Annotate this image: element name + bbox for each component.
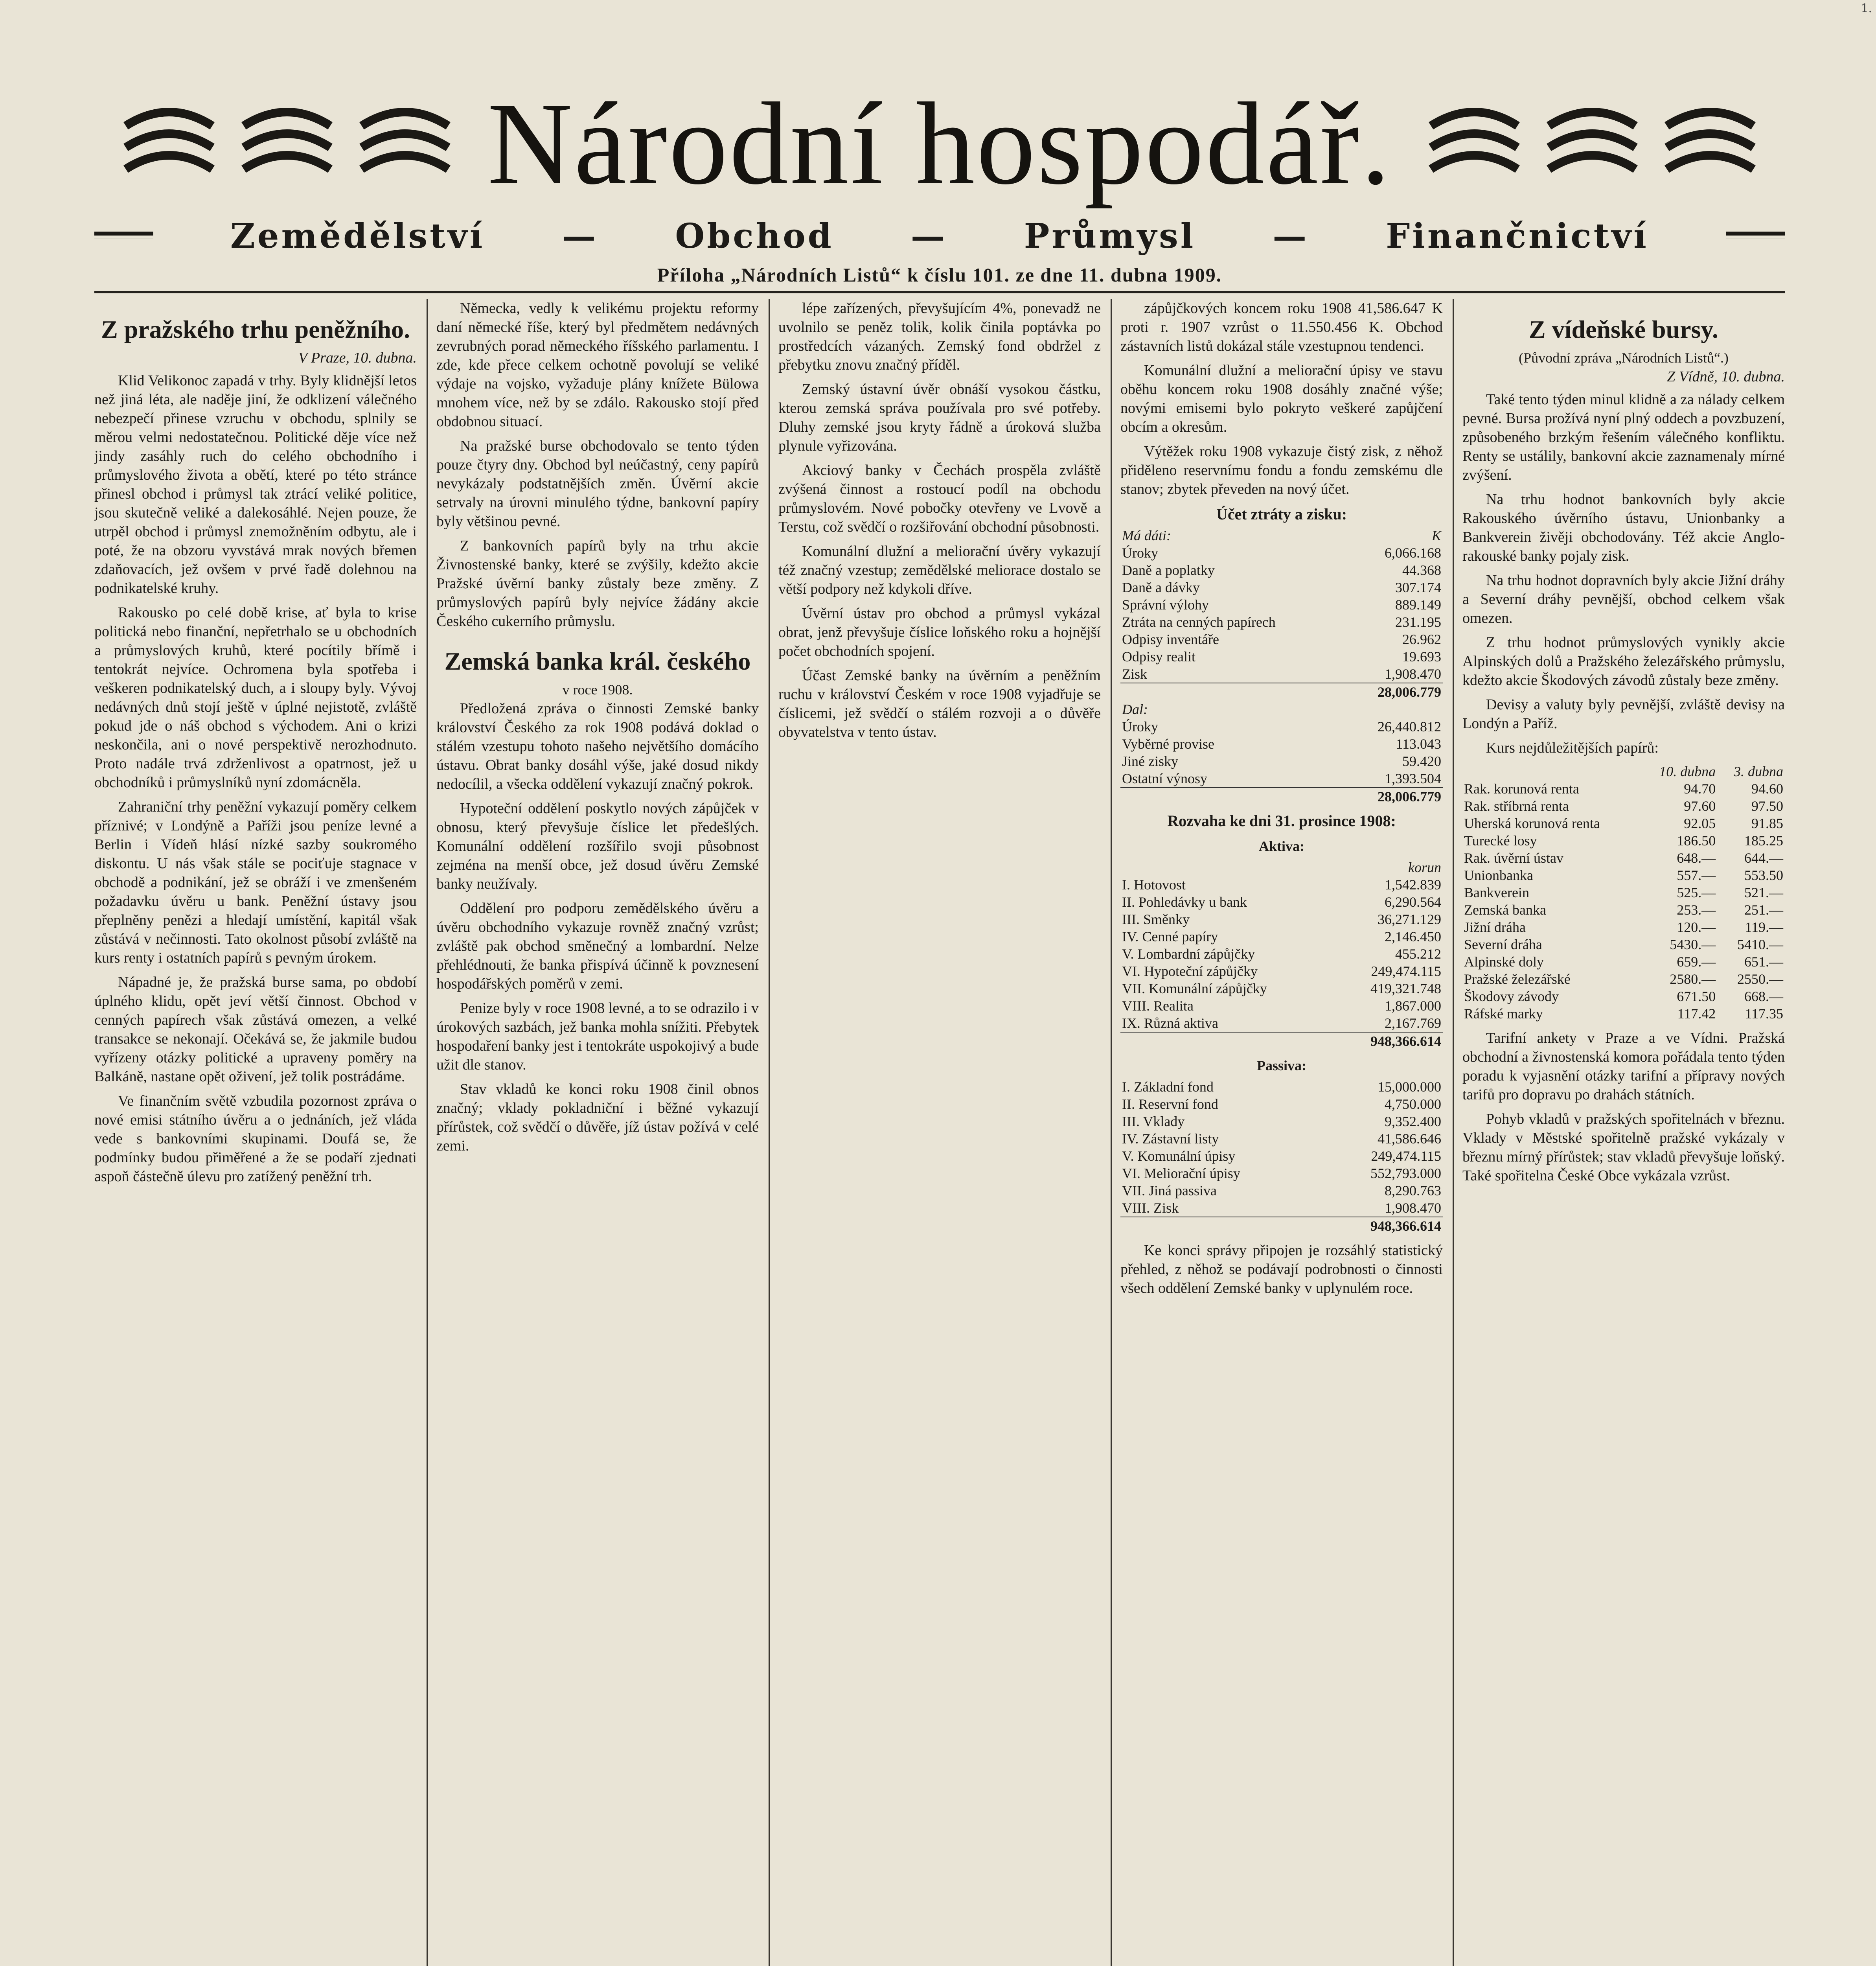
paragraph: Na trhu hodnot bankovních byly akcie Rakouského úvěrního ústavu, Unionbanky a Bankverein živěji obchodovány. Též akcie Anglo-rakouské banky pojaly zisk. [1462,491,1785,564]
table-row [1120,596,1443,613]
row-label: VIII. Realita [1122,998,1194,1014]
row-label: Rak. korunová renta [1464,781,1579,797]
row-value: 231.195 [1395,614,1441,630]
row-label: Jiné zisky [1122,753,1178,769]
row-value: 117.35 [1745,1006,1783,1022]
table-row [1120,928,1443,945]
row-label: VII. Jiná passiva [1122,1183,1217,1198]
masthead-rule [94,291,1785,293]
row-value: 59.420 [1402,753,1441,769]
column-divider [427,299,428,1966]
row-value: 15,000.000 [1378,1079,1441,1095]
table-row [1462,797,1785,815]
row-value: 253.— [1677,902,1716,918]
balance-heading: Rozvaha ke dni 31. prosince 1908: [1167,812,1396,830]
row-value: 659.— [1677,954,1716,970]
title-row [94,75,1785,216]
row-label: Ráfské marky [1464,1006,1543,1022]
paragraph: Akciový banky v Čechách prospěla zvláště zvýšená činnost a rostoucí podíl na obchodu průmyslovém. Nové pobočky otevřeny ve Lvově a Terstu, což svědčí o rozšiřování obchodní působnosti. [778,462,1101,535]
column-3 [778,299,1101,1966]
paragraph: Zahraniční trhy peněžní vykazují poměry celkem příznivé; v Londýně a Paříži jsou peníze levné a Berlin i Vídeň hlásí nízké sazby soukromého diskontu. U nás však stále se pociťuje stagnace v obchodě a podnikání, jež se obráží i ve zmenšeném požadavku úvěru u bank. Peněžní ústavy jsou přeplněny penězi a hledají umístění, kapitál však zůstává v nečinnosti. Tato okolnost působí zvláště na kurs renty i ostatních papírů s pevným úrokem. [94,799,417,966]
article-subline: v roce 1908. [562,682,633,698]
row-value: 8,290.763 [1385,1183,1441,1198]
paragraph: Devisy a valuty byly pevnější, zvláště devisy na Londýn a Paříž. [1462,696,1785,732]
article-source: (Původní zpráva „Národních Listů“.) [1519,350,1729,366]
table-row [1120,945,1443,963]
row-label: I. Základní fond [1122,1079,1214,1095]
paragraph: Kurs nejdůležitějších papírů: [1486,740,1659,756]
paragraph: Německa, vedly k velikému projektu reformy daní německé říše, který byl předmětem nedávných zevrubných porad německého říšského parlamentu. I zde, kde přece celkem ochotně povolují se veliké výdaje na vojsko, vyžaduje plány knížete Bülowa mnohem více, než by se zdálo. Rakousko stojí před obdobnou situací. [436,300,759,430]
row-label: Alpinské doly [1464,954,1544,970]
balance-subhead: Aktiva: [1259,838,1304,854]
row-label: VIII. Zisk [1122,1200,1179,1216]
table-total: 948,366.614 [1321,1217,1443,1235]
row-value: 91.85 [1751,815,1783,831]
row-value: 117.42 [1677,1006,1716,1022]
row-value: 419,321.748 [1370,981,1441,996]
table-row [1120,735,1443,753]
columns [94,299,1785,1966]
table-row [1120,631,1443,648]
paragraph: Hypoteční oddělení poskytlo nových zápůjček v obnosu, který převyšuje číslice let předešlých. Komunální oddělení rozšířilo svoji působnost zejména na menší obce, jež dosud úvěru Zemské banky neužívaly. [436,800,759,892]
section-label: Zemědělství [230,216,485,256]
row-label: V. Komunální úpisy [1122,1148,1236,1164]
paragraph: Také tento týden minul klidně a za nálady celkem pevné. Bursa prožívá nyní plný oddech a povzbuzení, způsobeného brzkým řešením válečného konfliktu. Renty se ustálily, bankovní akcie zaznamenaly mírné zvýšení. [1462,391,1785,483]
paragraph: Výtěžek roku 1908 vykazuje čistý zisk, z něhož přiděleno reservnímu fondu a fondu zemskému dle stanov; zbytek převeden na nový účet. [1120,443,1443,497]
table-row [1120,579,1443,596]
table-row [1120,963,1443,980]
paragraph: Z bankovních papírů byly na trhu akcie Živnostenské banky, které se zvýšily, kdežto akcie Pražské úvěrní banky zůstaly beze změny. Z průmyslových papírů byly nejvíce žádány akcie Českého cukerního průmyslu. [436,538,759,630]
paragraph: Penize byly v roce 1908 levné, a to se odrazilo i v úrokových sazbách, jež banka mohla snížiti. Přebytek hospodaření banky jest i tentokráte uspokojivý a bude užit dle stanov. [436,1000,759,1073]
row-label: VII. Komunální zápůjčky [1122,981,1267,996]
section-label: Průmysl [1024,216,1196,256]
ornament-swirl-icon [1541,102,1643,193]
paragraph: Ve finančním světě vzbudila pozornost zpráva o nové emisi státního úvěru a o jednáních, jež vláda vede s bankovními skupinami. Doufá se, že podmínky budou přiměřené a že se podaří zjednati aspoň částečně úlevu pro zatížený peněžní trh. [94,1093,417,1185]
row-label: VI. Meliorační úpisy [1122,1165,1240,1181]
table-row [1462,901,1785,919]
paragraph: Účast Zemské banky na úvěrním a peněžním ruchu v království Českém v roce 1908 vyjadřuje se číslicemi, jež svědčí o stálém rozvoji a o důvěře obyvatelstva v tento ústav. [778,667,1101,740]
row-label: Zisk [1122,666,1148,682]
table-total: 948,366.614 [1335,1032,1443,1050]
article-headline: Z pražského trhu peněžního. [101,315,410,343]
row-value: 36,271.129 [1378,911,1441,927]
row-value: 671.50 [1677,989,1716,1004]
row-value: 19.693 [1402,649,1441,665]
section-label: Finančnictví [1386,216,1649,256]
table-row [1120,1095,1443,1113]
row-label: Bankverein [1464,885,1529,900]
row-label: Úroky [1122,719,1158,734]
row-value: 94.70 [1684,781,1716,797]
row-value: 521.— [1744,885,1783,900]
ledger-unit: korun [1408,860,1441,875]
row-value: 525.— [1677,885,1716,900]
row-label: V. Lombardní zápůjčky [1122,946,1255,962]
row-label: VI. Hypoteční zápůjčky [1122,963,1258,979]
row-value: 648.— [1677,850,1716,866]
paragraph: lépe zařízených, převyšujícím 4%, ponevadž ne uvolnilo se peněz tolik, kolik činila poptávka po prostředcích vázaných. Zemský fond obdržel z přebytku znovu značný příděl. [778,300,1101,373]
paragraph: Zemský ústavní úvěr obnáší vysokou částku, kterou zemská správa používala pro své potřeby. Dluhy zemské jsou kryty řádně a úroková služba plynule vyřizována. [778,381,1101,454]
paragraph: Stav vkladů ke konci roku 1908 činil obnos značný; vklady pokladniční i běžné vykazují přírůstek, což svědčí o důvěře, jíž ústav požívá v celé zemi. [436,1081,759,1154]
paragraph: Oddělení pro podporu zemědělského úvěru a úvěru obchodního vykazuje rovněž značný vzrůst; zvláště pak obchod směnečný a lombardní. Nelze přehlédnouti, že banka přispívá účinně k povznesení hospodářských poměrů v zemi. [436,900,759,992]
ornament-swirl-icon [1659,102,1761,193]
table-row [1462,988,1785,1005]
column-4 [1120,299,1443,1966]
section-line [94,214,1785,258]
row-label: Vyběrné provise [1122,736,1214,752]
row-value: 4,750.000 [1385,1096,1441,1112]
row-value: 120.— [1677,919,1716,935]
row-value: 119.— [1745,919,1783,935]
row-value: 889.149 [1395,597,1441,613]
row-label: Rak. stříbrná renta [1464,798,1569,814]
table-row [1120,1078,1443,1095]
profit-credit-table [1120,701,1443,805]
profit-debit-table [1120,527,1443,701]
row-value: 1,542.839 [1385,877,1441,893]
row-label: IV. Zástavní listy [1122,1131,1219,1147]
quotes-header: 10. dubna [1659,764,1716,779]
table-row [1462,1005,1785,1022]
table-row [1120,1014,1443,1032]
row-label: Škodovy závody [1464,989,1559,1004]
table-row [1462,849,1785,867]
row-value: 6,290.564 [1385,894,1441,910]
row-value: 552,793.000 [1370,1165,1441,1181]
row-value: 307.174 [1395,580,1441,595]
row-value: 249,474.115 [1371,1148,1441,1164]
row-value: 5430.— [1670,937,1716,952]
paragraph: Úvěrní ústav pro obchod a průmysl vykázal obrat, jenž převyšuje číslice loňského roku a hojnější počet obchodních spojení. [778,605,1101,659]
column-2 [436,299,759,1966]
row-value: 6,066.168 [1385,545,1441,561]
column-divider [1111,299,1112,1966]
table-row [1462,936,1785,953]
column-5 [1462,299,1785,1966]
paragraph: Tarifní ankety v Praze a ve Vídni. Pražská obchodní a živnostenská komora pořádala tento týden poradu k vyjasnění otázky tarifní a přípravy nových tarifů pro dopravu po drahách státních. [1462,1030,1785,1103]
paragraph: Pohyb vkladů v pražských spořitelnách v březnu. Vklady v Městské spořitelně pražské vykázaly v březnu mírný přírůstek; stav vkladů převyšuje loňský. Také spořitelna České Obce vykázala vzrůst. [1462,1111,1785,1184]
row-label: Severní dráha [1464,937,1542,952]
table-row [1120,893,1443,911]
column-divider [1453,299,1454,1966]
section-dash: — [562,216,598,256]
row-value: 2,167.769 [1385,1015,1441,1031]
paragraph: Komunální dlužní a meliorační úpisy ve stavu oběhu koncem roku 1908 dosáhly značné výše; novými emisemi bylo pokryto veškeré zapůjčení obcím a okresům. [1120,362,1443,435]
row-value: 113.043 [1396,736,1441,752]
rule-ornament [94,232,153,240]
row-value: 97.50 [1751,798,1783,814]
table-row [1462,832,1785,849]
balance-liabilities-table [1120,1078,1443,1235]
paragraph: Na pražské burse obchodovalo se tento týden pouze čtyry dny. Obchod byl neúčastný, ceny papírů nevykázaly podstatnějších změn. Úvěrní akcie setrvaly na úrovni minulého týdne, bankovní papíry byly většinou pevné. [436,438,759,530]
ledger-subhead: Má dáti: [1122,528,1171,543]
row-value: 185.25 [1744,833,1783,849]
row-value: 1,908.470 [1385,666,1441,682]
paragraph: Klid Velikonoc zapadá v trhy. Byly klidnější letos než jiná léta, ale naděje jiní, že odklizení válečného nebezpečí přinese vzruchu v obchodu, splnily se měrou velmi nedostatečnou. Politické děje více než jindy zasáhly ruch do celého obchodního i průmyslového života a obětí, které po této stránce přinesl obchod i průmysl tak ztrácí veliké politice, jsou skutečně veliké a dalekosáhlé. Nejen pouze, že utrpěl obchod i průmysl znemožněním odbytu, ale i poté, že na obzoru vyvstává mrak nových břemen zdaňovacích, jež ovšem v prvé řadě dolehnou na podnikatelské kruhy. [94,372,417,596]
row-value: 26.962 [1402,631,1441,647]
row-value: 1,867.000 [1385,998,1441,1014]
row-value: 9,352.400 [1385,1114,1441,1129]
table-row [1120,1130,1443,1147]
row-label: Turecké losy [1464,833,1537,849]
paragraph: Na trhu hodnot dopravních byly akcie Jižní dráhy a Severní dráhy pevnější, obchod celkem však omezen. [1462,572,1785,626]
row-label: Jižní dráha [1464,919,1526,935]
row-label: Úroky [1122,545,1158,561]
table-row [1120,665,1443,683]
balance-subhead: Passiva: [1257,1058,1306,1073]
row-value: 1,908.470 [1385,1200,1441,1216]
table-row [1462,780,1785,797]
row-label: II. Reservní fond [1122,1096,1218,1112]
rule-ornament [1726,232,1785,240]
row-value: 97.60 [1684,798,1716,814]
row-label: IX. Různá aktiva [1122,1015,1218,1031]
newspaper-title: Národní hospodář. [487,78,1392,209]
table-row [1120,1147,1443,1165]
paragraph: zápůjčkových koncem roku 1908 41,586.647 K proti r. 1907 vzrůst o 11.550.456 K. Obchod zástavních listů dokázal stále vzestupnou tendenci. [1120,300,1443,354]
table-row [1120,561,1443,579]
table-row [1120,718,1443,735]
paragraph: Předložená zpráva o činnosti Zemské banky království Českého za rok 1908 podává doklad o stálém vzestupu tohoto našeho největšího domácího ústavu. Obrat banky dosáhl výše, jaké dosud nikdy nedocílil, a všecka oddělení vykazují značný pokrok. [436,700,759,792]
article-headline: Z vídeňské bursy. [1529,315,1718,343]
row-value: 651.— [1744,954,1783,970]
row-label: Daně a poplatky [1122,562,1215,578]
table-row [1462,919,1785,936]
section-dash: — [1273,216,1309,256]
row-value: 2550.— [1737,971,1783,987]
row-label: IV. Cenné papíry [1122,929,1218,944]
table-row [1120,980,1443,997]
table-row [1120,544,1443,561]
row-label: Správní výlohy [1122,597,1209,613]
paragraph: Komunální dlužní a meliorační úvěry vykazují též značný vzestup; zemědělské meliorace dostalo se větší podpory než kdykoli dříve. [778,543,1101,597]
dateline: Z Vídně, 10. dubna. [1667,368,1785,385]
table-row [1462,867,1785,884]
table-total: 28,006.779 [1310,788,1443,805]
table-row [1120,1199,1443,1217]
paragraph: Rakousko po celé době krise, ať byla to krise politická nebo finanční, nepřetrhalo se u obchodních a průmyslových kruhů, které pocítily břímě i tentokrát nejvíce. Ochromena byla spotřeba i veškeren podnikatelský duch, a i sloupy byly. Vývoj nedávných dnů stojí ještě v úplné nejistotě, zvláště pokud jde o náš obchod s východem. Ani o krizi neskončila, ani o nové perspektivě nerozhodnuto. Proto nadále trvá zdrženlivost a opatrnost, jež u obchodníků i průmyslníků nyní zdomácněla. [94,604,417,791]
table-row [1120,1113,1443,1130]
row-label: Rak. úvěrní ústav [1464,850,1563,866]
row-value: 668.— [1744,989,1783,1004]
table-row [1120,1182,1443,1199]
ledger-subhead: Dal: [1122,701,1148,717]
table-row [1462,953,1785,970]
table-row [1462,815,1785,832]
balance-assets-table [1120,859,1443,1050]
row-value: 2,146.450 [1385,929,1441,944]
row-value: 1,393.504 [1385,771,1441,786]
ornament-swirl-icon [1423,102,1525,193]
paragraph: Nápadné je, že pražská burse sama, po období úplného klidu, opět jeví větší činnost. Obchod v cenných papírech však zůstává omezen, a velké transakce se nekonají. Očekává se, že jakmile budou vyřízeny otázky politické a upraveny poměry na Balkáně, nastane opět oživení, jež tolik postrádáme. [94,974,417,1085]
table-row [1120,997,1443,1014]
ledger-unit: K [1431,528,1441,543]
quotes-table [1462,763,1785,1022]
row-label: III. Směnky [1122,911,1190,927]
row-value: 26,440.812 [1378,719,1441,734]
row-label: Ztráta na cenných papírech [1122,614,1276,630]
table-row [1120,770,1443,788]
column-1 [94,299,417,1966]
row-value: 44.368 [1402,562,1441,578]
row-value: 5410.— [1737,937,1783,952]
row-value: 557.— [1677,867,1716,883]
table-row [1120,753,1443,770]
row-label: I. Hotovost [1122,877,1186,893]
section-label: Obchod [675,216,834,256]
ornament-right [1423,102,1761,193]
supplement-line: Příloha „Národních Listů“ k číslu 101. ze dne 11. dubna 1909. [657,264,1222,286]
dateline: V Praze, 10. dubna. [298,350,417,366]
quotes-header [1462,763,1641,780]
row-label: Zemská banka [1464,902,1546,918]
row-value: 92.05 [1684,815,1716,831]
row-label: Pražské železářské [1464,971,1571,987]
section-dash: — [910,216,947,256]
row-value: 249,474.115 [1371,963,1441,979]
row-value: 41,586.646 [1378,1131,1441,1147]
row-label: Daně a dávky [1122,580,1200,595]
table-row [1120,648,1443,665]
row-label: Ostatní výnosy [1122,771,1208,786]
table-row [1120,911,1443,928]
table-row [1462,884,1785,901]
row-label: Unionbanka [1464,867,1533,883]
table-row [1120,1165,1443,1182]
masthead [94,59,1785,286]
row-label: II. Pohledávky u bank [1122,894,1247,910]
row-value: 251.— [1744,902,1783,918]
table-total: 28,006.779 [1346,683,1443,701]
row-value: 186.50 [1677,833,1716,849]
paragraph: Ke konci správy připojen je rozsáhlý statistický přehled, z něhož se podávají podrobnosti o činnosti všech oddělení Zemské banky v uplynulém roce. [1120,1242,1443,1296]
table-row [1120,876,1443,893]
quotes-header: 3. dubna [1734,764,1783,779]
row-value: 455.212 [1395,946,1441,962]
table-row [1462,970,1785,988]
row-label: Odpisy realit [1122,649,1195,665]
row-value: 2580.— [1670,971,1716,987]
paragraph: Z trhu hodnot průmyslových vynikly akcie Alpinských dolů a Pražského železářského průmyslu, kdežto akcie Škodových závodů zůstaly beze změny. [1462,634,1785,688]
page-corner-mark: 1. [1861,2,1872,15]
row-value: 553.50 [1744,867,1783,883]
column-divider [769,299,770,1966]
row-label: Odpisy inventáře [1122,631,1219,647]
row-value: 94.60 [1751,781,1783,797]
row-label: III. Vklady [1122,1114,1185,1129]
row-value: 644.— [1744,850,1783,866]
row-label: Uherská korunová renta [1464,815,1600,831]
table-row [1120,613,1443,631]
profit-loss-heading: Účet ztráty a zisku: [1216,505,1347,523]
article-headline: Zemská banka král. českého [444,647,751,675]
